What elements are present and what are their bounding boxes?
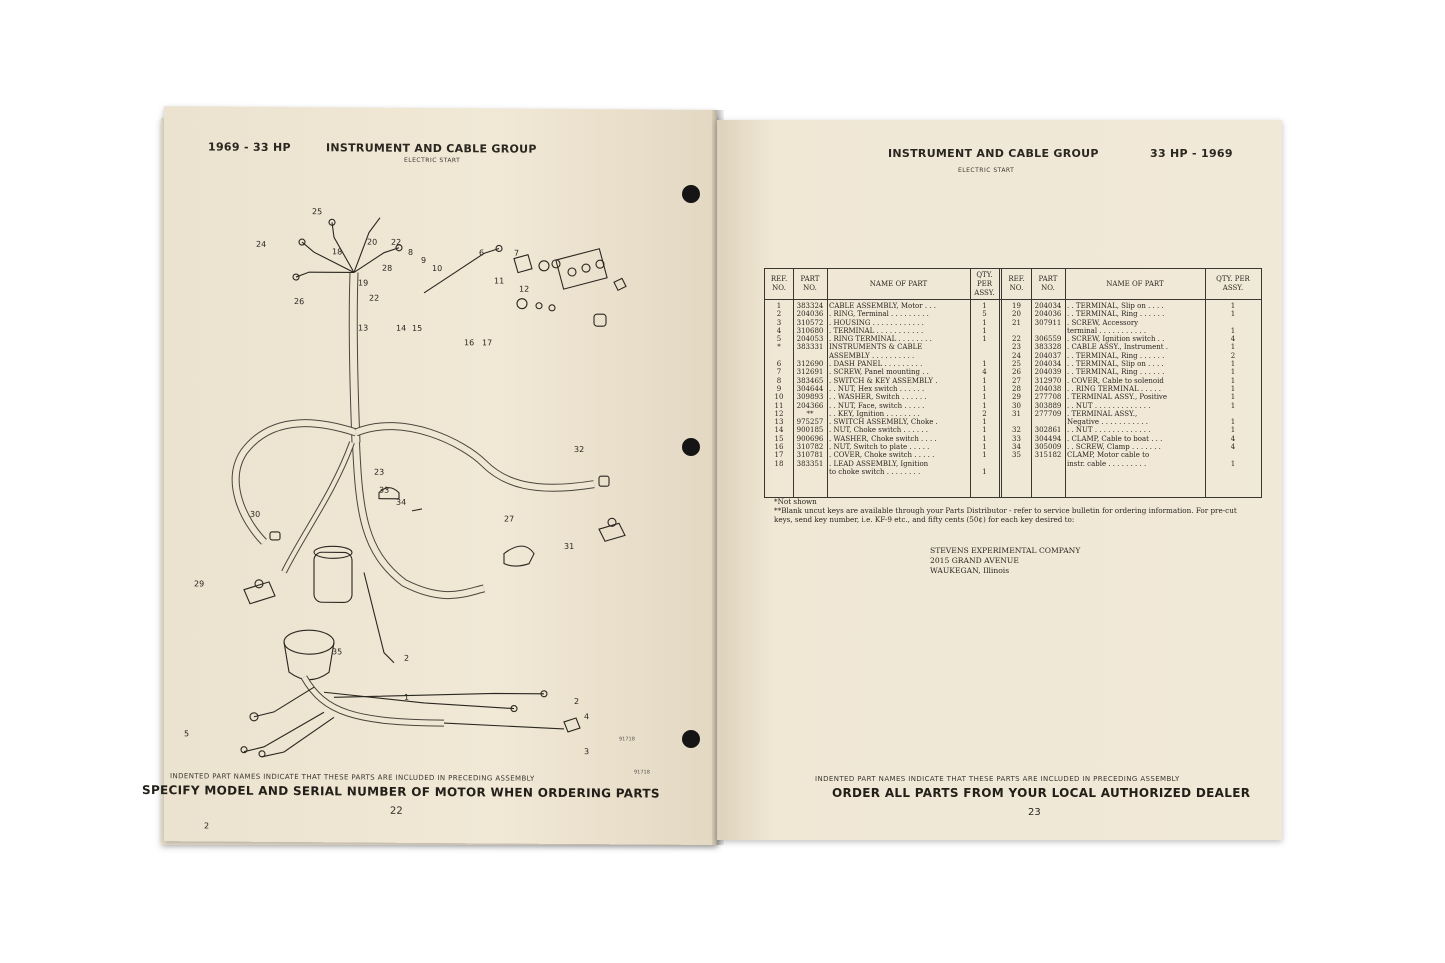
right-page-title: INSTRUMENT AND CABLE GROUP xyxy=(888,147,1099,160)
callout-label: 2 xyxy=(404,653,410,663)
table-row xyxy=(1002,402,1261,410)
cell-part: 204034 xyxy=(1034,302,1062,310)
cell-name: instr. cable . . . . . . . . . xyxy=(1067,459,1147,468)
cell-ref: 5 xyxy=(776,335,782,344)
cell-part: 204036 xyxy=(796,310,824,319)
callout-label: 11 xyxy=(494,276,505,286)
cell-qty: 1 xyxy=(982,302,987,310)
cell-name: . HOUSING . . . . . . . . . . . . xyxy=(829,318,924,327)
cell-qty: 1 xyxy=(1230,393,1236,402)
cell-name: . RING TERMINAL . . . . . . . . xyxy=(829,335,932,344)
callout-label: 22 xyxy=(391,237,402,247)
table-row xyxy=(1002,319,1261,327)
cell-name: . CABLE ASSY., Instrument . xyxy=(1067,343,1168,352)
binder-hole xyxy=(682,730,700,748)
cell-name: . . TERMINAL, Ring . . . . . . xyxy=(1067,351,1165,360)
table-row xyxy=(1002,385,1261,393)
note-keys: **Blank uncut keys are available through your Parts Distributor - refer to service bulletin for ordering information. For pre-cut keys, send key number, i.e. KF-9 etc., and fifty cents (50¢) for each key desired to: xyxy=(774,506,1237,524)
cell-part: 310680 xyxy=(796,326,824,335)
left-footer-note: INDENTED PART NAMES INDICATE THAT THESE PARTS ARE INCLUDED IN PRECEDING ASSEMBLY xyxy=(170,772,535,783)
callout-label: 4 xyxy=(584,712,590,722)
cell-qty: 1 xyxy=(1230,376,1236,385)
cell-name: to choke switch . . . . . . . . xyxy=(829,467,921,476)
cell-part: 383331 xyxy=(796,343,824,352)
table-notes xyxy=(774,497,1254,524)
address-line: WAUKEGAN, Illinois xyxy=(930,566,1010,575)
cell-part: 204037 xyxy=(1034,351,1062,360)
cell-ref: 10 xyxy=(774,393,784,402)
callout-label: 17 xyxy=(482,338,493,348)
callout-label: 25 xyxy=(312,207,323,217)
cell-ref: 11 xyxy=(774,401,784,410)
left-page-title: INSTRUMENT AND CABLE GROUP xyxy=(326,141,537,156)
callout-label: 33 xyxy=(379,485,390,495)
table-row xyxy=(1002,352,1261,360)
table-row xyxy=(1002,393,1261,401)
callout-label: 15 xyxy=(412,323,423,333)
right-footer-main: ORDER ALL PARTS FROM YOUR LOCAL AUTHORIZED DEALER xyxy=(832,786,1251,800)
cell-qty: 1 xyxy=(982,335,987,344)
table-rows-right xyxy=(1002,302,1261,468)
left-header-year: 1969 - 33 HP xyxy=(208,140,291,155)
cell-qty: 5 xyxy=(982,310,987,319)
cell-qty: 1 xyxy=(982,326,987,335)
table-row xyxy=(765,418,999,426)
callout-label: 18 xyxy=(332,247,343,257)
cell-part: 304644 xyxy=(796,384,824,393)
cell-part: 204034 xyxy=(1034,360,1062,369)
table-row xyxy=(765,451,999,459)
cell-ref: 21 xyxy=(1012,318,1021,327)
col-ref-2: REF. NO. xyxy=(1002,269,1031,300)
callout-label: 30 xyxy=(250,509,261,519)
cell-qty: 1 xyxy=(1230,426,1236,435)
cell-name: . SWITCH & KEY ASSEMBLY . xyxy=(829,376,938,385)
right-footer-note: INDENTED PART NAMES INDICATE THAT THESE PARTS ARE INCLUDED IN PRECEDING ASSEMBLY xyxy=(815,775,1180,783)
table-row xyxy=(765,377,999,385)
table-row xyxy=(1002,368,1261,376)
cell-name: . DASH PANEL . . . . . . . . . xyxy=(829,360,923,369)
callout-label: 28 xyxy=(382,263,393,273)
cell-part: 307911 xyxy=(1034,318,1062,327)
cell-ref: 23 xyxy=(1012,343,1021,352)
cell-name: . SCREW, Panel mounting . . xyxy=(829,368,929,377)
callout-label: 6 xyxy=(479,248,485,258)
cell-name: . NUT, Choke switch . . . . . . xyxy=(829,426,929,435)
cell-name: . . SCREW, Clamp . . . . . . . xyxy=(1067,443,1161,452)
cell-ref: 3 xyxy=(776,318,782,327)
cell-name: . . NUT . . . . . . . . . . . . . xyxy=(1067,426,1151,435)
cell-name: . SCREW, Accessory xyxy=(1067,318,1139,327)
callout-label: 7 xyxy=(514,248,520,258)
cell-qty: 1 xyxy=(982,467,987,476)
cell-ref: 27 xyxy=(1012,376,1021,385)
callout-label: 2 xyxy=(204,821,210,831)
cell-ref: 33 xyxy=(1012,434,1021,443)
cell-qty: 1 xyxy=(982,401,987,410)
cell-name: Negative . . . . . . . . . . . xyxy=(1067,418,1149,427)
left-footer-code: 91718 xyxy=(634,769,650,776)
cell-name: . . NUT, Hex switch . . . . . . xyxy=(829,384,925,393)
cell-name: . TERMINAL ASSY., Positive xyxy=(1067,393,1168,402)
right-page-number: 23 xyxy=(1028,807,1041,818)
cell-part: 310572 xyxy=(796,318,824,327)
right-header-year: 33 HP - 1969 xyxy=(1150,147,1233,160)
cell-name: terminal . . . . . . . . . . . xyxy=(1067,326,1147,335)
callout-label: 31 xyxy=(564,541,575,552)
cell-ref: 18 xyxy=(774,459,784,468)
address-line: 2015 GRAND AVENUE xyxy=(930,556,1019,565)
cell-ref: 9 xyxy=(776,384,782,393)
cell-part: 383328 xyxy=(1034,343,1062,352)
cell-name: . . RING TERMINAL . . . . . xyxy=(1067,384,1161,393)
cell-ref: 2 xyxy=(776,310,782,319)
cell-qty: 1 xyxy=(982,318,987,327)
cell-name: . . WASHER, Switch . . . . . . xyxy=(829,393,927,402)
cell-qty: 1 xyxy=(982,393,987,402)
cell-part: 310782 xyxy=(796,443,824,452)
col-name: NAME OF PART xyxy=(827,269,970,300)
cell-ref: 28 xyxy=(1012,384,1021,393)
table-row xyxy=(765,393,999,401)
cell-ref: * xyxy=(777,343,781,352)
cell-ref: 6 xyxy=(776,360,782,369)
cell-part: 309893 xyxy=(796,393,824,402)
cell-name: CLAMP, Motor cable to xyxy=(1067,451,1150,460)
table-row xyxy=(1002,435,1261,443)
callout-label: 29 xyxy=(194,579,205,589)
col-name-2: NAME OF PART xyxy=(1065,269,1205,300)
cell-ref: 35 xyxy=(1012,451,1021,460)
table-row xyxy=(1002,343,1261,351)
cell-ref: 12 xyxy=(774,409,784,418)
cell-name: . COVER, Cable to solenoid xyxy=(1067,376,1164,385)
cell-name: INSTRUMENTS & CABLE xyxy=(829,343,923,352)
cell-qty: 1 xyxy=(982,451,987,460)
cell-qty: 1 xyxy=(1230,401,1236,410)
table-row xyxy=(1002,460,1261,468)
cell-name: . . NUT, Face, switch . . . . . xyxy=(829,401,925,410)
callout-label: 9 xyxy=(421,255,427,265)
table-row xyxy=(765,360,999,368)
table-row xyxy=(765,327,999,335)
parts-table xyxy=(764,268,1262,498)
table-row xyxy=(765,310,999,318)
note-not-shown: *Not shown xyxy=(774,497,817,506)
cell-ref: 22 xyxy=(1012,335,1021,344)
cell-ref: 31 xyxy=(1012,409,1021,418)
cell-qty: 4 xyxy=(1230,335,1236,344)
callout-label: 16 xyxy=(464,338,475,348)
cell-ref: 13 xyxy=(774,418,784,427)
cell-name: . CLAMP, Cable to boat . . . xyxy=(1067,434,1163,443)
table-row xyxy=(1002,451,1261,459)
table-row xyxy=(765,368,999,376)
table-row xyxy=(765,443,999,451)
callout-label: 13 xyxy=(358,323,369,333)
cell-part: 312690 xyxy=(796,360,824,369)
callout-label: 10 xyxy=(432,264,443,274)
cell-name: . RING, Terminal . . . . . . . . . xyxy=(829,310,929,319)
table-row xyxy=(765,426,999,434)
callout-label: 20 xyxy=(367,237,378,247)
cell-part: 204036 xyxy=(1034,310,1062,319)
cell-qty: 2 xyxy=(1230,351,1236,360)
cell-part: 312691 xyxy=(796,368,824,377)
cell-part: 204039 xyxy=(1034,368,1062,377)
callout-label: 8 xyxy=(408,247,414,257)
table-row xyxy=(1002,327,1261,335)
cell-ref: 1 xyxy=(776,302,782,310)
cell-ref: 17 xyxy=(774,451,784,460)
cell-qty: 1 xyxy=(1230,310,1236,319)
cell-qty: 1 xyxy=(1230,459,1236,468)
cell-ref: 15 xyxy=(774,434,784,443)
cell-qty: 1 xyxy=(982,443,987,452)
cell-part: 305009 xyxy=(1034,443,1062,452)
col-ref: REF. NO. xyxy=(765,269,793,300)
cell-part: 315182 xyxy=(1034,451,1062,460)
table-row xyxy=(765,468,999,476)
cell-qty: 1 xyxy=(982,360,987,369)
cell-part: 900696 xyxy=(796,434,824,443)
table-row xyxy=(1002,410,1261,418)
cell-name: . NUT, Switch to plate . . . . . xyxy=(829,443,930,452)
col-part: PART NO. xyxy=(793,269,827,300)
cell-name: . WASHER, Choke switch . . . . xyxy=(829,434,937,443)
table-row xyxy=(1002,310,1261,318)
cell-part: 303889 xyxy=(1034,401,1062,410)
callout-label: 22 xyxy=(369,293,380,303)
cell-qty: 1 xyxy=(982,384,987,393)
table-row xyxy=(1002,360,1261,368)
cell-qty: 1 xyxy=(982,426,987,435)
cell-name: . . TERMINAL, Slip on . . . . xyxy=(1067,302,1164,310)
binder-hole xyxy=(682,185,700,203)
cell-part: 304494 xyxy=(1034,434,1062,443)
cell-name: CABLE ASSEMBLY, Motor . . . xyxy=(829,302,936,310)
cell-qty: 1 xyxy=(1230,384,1236,393)
figure-code: 91718 xyxy=(619,736,635,743)
cell-part: 204053 xyxy=(796,335,824,344)
callout-label: 32 xyxy=(574,445,585,455)
cell-name: . LEAD ASSEMBLY, Ignition xyxy=(829,459,929,468)
cell-name: . . KEY, Ignition . . . . . . . . xyxy=(829,409,920,418)
cell-ref: 30 xyxy=(1012,401,1021,410)
cell-ref: 34 xyxy=(1012,443,1021,452)
cell-qty: 4 xyxy=(1230,434,1236,443)
cell-part: 306559 xyxy=(1034,335,1062,344)
table-row xyxy=(765,410,999,418)
table-row xyxy=(765,319,999,327)
cell-part: 302861 xyxy=(1034,426,1062,435)
table-row xyxy=(1002,335,1261,343)
cell-name: . . TERMINAL, Slip on . . . . xyxy=(1067,360,1164,369)
table-row xyxy=(1002,418,1261,426)
table-row xyxy=(1002,443,1261,451)
cell-name: . . NUT . . . . . . . . . . . . . xyxy=(1067,401,1151,410)
col-part-2: PART NO. xyxy=(1031,269,1065,300)
cell-qty: 1 xyxy=(1230,418,1236,427)
address-block xyxy=(930,546,1080,576)
cell-ref: 19 xyxy=(1012,302,1021,310)
cell-name: . SCREW, Ignition switch . . xyxy=(1067,335,1165,344)
left-page-number: 22 xyxy=(390,805,403,817)
table-row xyxy=(765,460,999,468)
callout-label: 3 xyxy=(584,747,590,757)
cell-name: . SWITCH ASSEMBLY, Choke . xyxy=(829,418,938,427)
cell-part: 312970 xyxy=(1034,376,1062,385)
cell-name: . COVER, Choke switch . . . . . xyxy=(829,451,935,460)
callout-label: 14 xyxy=(396,323,407,333)
cell-qty: 1 xyxy=(1230,343,1236,352)
cell-name: . TERMINAL ASSY., xyxy=(1067,409,1138,418)
callout-label: 1 xyxy=(404,692,410,702)
callout-label: 19 xyxy=(358,278,369,288)
cell-ref: 32 xyxy=(1012,426,1021,435)
col-qty-2: QTY. PER ASSY. xyxy=(1205,269,1261,300)
binder-hole xyxy=(682,438,700,456)
cell-qty: 1 xyxy=(982,434,987,443)
cell-qty: 4 xyxy=(1230,443,1236,452)
cell-part: 975257 xyxy=(796,418,824,427)
cell-ref: 29 xyxy=(1012,393,1021,402)
table-row xyxy=(765,435,999,443)
callout-label: 12 xyxy=(519,284,530,294)
cell-qty: 1 xyxy=(1230,326,1236,335)
cell-qty: 1 xyxy=(1230,302,1236,310)
cell-qty: 1 xyxy=(982,418,987,427)
table-row xyxy=(1002,377,1261,385)
cell-ref: 20 xyxy=(1012,310,1021,319)
table-row xyxy=(1002,426,1261,434)
cell-ref: 25 xyxy=(1012,360,1021,369)
cell-part: 204366 xyxy=(796,401,824,410)
table-row xyxy=(765,343,999,351)
callout-label: 2 xyxy=(574,697,580,707)
table-row xyxy=(1002,302,1261,310)
cell-part: 310781 xyxy=(796,451,824,460)
cell-qty: 2 xyxy=(982,409,987,418)
table-row xyxy=(765,302,999,310)
left-footer-main: SPECIFY MODEL AND SERIAL NUMBER OF MOTOR WHEN ORDERING PARTS xyxy=(142,782,660,801)
cell-part: 277709 xyxy=(1034,409,1062,418)
callout-label: 26 xyxy=(294,297,305,307)
address-line: STEVENS EXPERIMENTAL COMPANY xyxy=(930,546,1081,555)
cell-name: . . TERMINAL, Ring . . . . . . xyxy=(1067,310,1165,319)
table-rows-left xyxy=(765,302,999,476)
cell-name: . . TERMINAL, Ring . . . . . . xyxy=(1067,368,1165,377)
callout-label: 23 xyxy=(374,467,385,477)
cell-qty: 1 xyxy=(1230,368,1236,377)
cell-part: 383324 xyxy=(796,302,824,310)
col-qty: QTY. PER ASSY. xyxy=(970,269,999,300)
cell-ref: 24 xyxy=(1012,351,1021,360)
cell-part: 204038 xyxy=(1034,384,1062,393)
cell-part: 383351 xyxy=(796,459,824,468)
cell-ref: 8 xyxy=(776,376,782,385)
cell-ref: 26 xyxy=(1012,368,1021,377)
callout-label: 34 xyxy=(396,497,407,507)
cell-qty: 1 xyxy=(982,376,987,385)
callout-label: 35 xyxy=(332,647,343,657)
cell-ref: 7 xyxy=(776,368,782,377)
cell-part: 900185 xyxy=(796,426,824,435)
cell-ref: 14 xyxy=(774,426,784,435)
right-page-subtitle: ELECTRIC START xyxy=(958,167,1015,174)
callout-label: 5 xyxy=(184,729,190,739)
table-row xyxy=(765,335,999,343)
cell-part: ** xyxy=(806,409,814,418)
cell-qty: 4 xyxy=(982,368,987,377)
left-page xyxy=(142,106,717,845)
cell-qty: 1 xyxy=(1230,360,1236,369)
cell-ref: 16 xyxy=(774,443,784,452)
left-page-subtitle: ELECTRIC START xyxy=(404,156,461,165)
table-row xyxy=(765,385,999,393)
callout-label: 24 xyxy=(256,239,267,249)
cell-part: 277708 xyxy=(1034,393,1062,402)
table-row xyxy=(765,352,999,360)
cell-part: 383465 xyxy=(796,376,824,385)
cell-name: ASSEMBLY . . . . . . . . . . xyxy=(829,351,915,360)
callout-label: 27 xyxy=(504,514,515,524)
cell-name: . TERMINAL . . . . . . . . . . . xyxy=(829,326,924,335)
cell-ref: 4 xyxy=(776,326,782,335)
table-row xyxy=(765,402,999,410)
